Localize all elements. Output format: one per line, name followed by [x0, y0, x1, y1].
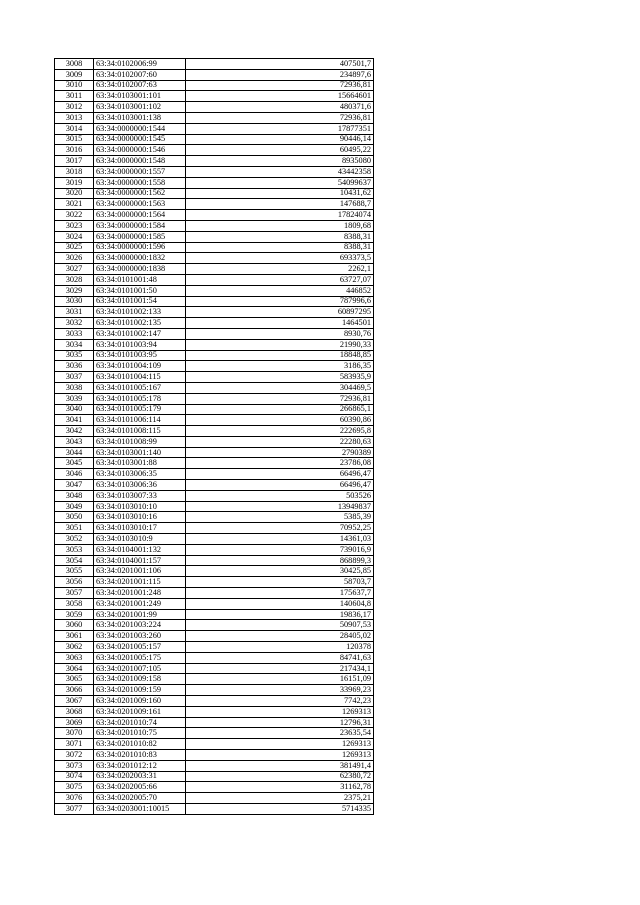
row-number-cell: 3027 [55, 264, 94, 275]
row-number-cell: 3056 [55, 577, 94, 588]
row-number-cell: 3008 [55, 59, 94, 70]
cadastral-number-cell: 63:34:0201012:12 [94, 760, 186, 771]
cadastral-number-cell: 63:34:0103001:101 [94, 91, 186, 102]
value-cell: 58703,7 [186, 577, 374, 588]
row-number-cell: 3029 [55, 285, 94, 296]
table-row [55, 426, 374, 437]
cadastral-number-cell: 63:34:0000000:1558 [94, 177, 186, 188]
cadastral-number-cell: 63:34:0000000:1838 [94, 264, 186, 275]
row-number-cell: 3060 [55, 620, 94, 631]
value-cell: 147688,7 [186, 199, 374, 210]
value-cell: 7742,23 [186, 696, 374, 707]
row-number-cell: 3059 [55, 609, 94, 620]
table-row [55, 728, 374, 739]
value-cell: 22280,63 [186, 436, 374, 447]
value-cell: 1269313 [186, 706, 374, 717]
row-number-cell: 3051 [55, 523, 94, 534]
cadastral-number-cell: 63:34:0000000:1563 [94, 199, 186, 210]
row-number-cell: 3053 [55, 544, 94, 555]
cadastral-number-cell: 63:34:0000000:1545 [94, 134, 186, 145]
value-cell: 381491,4 [186, 760, 374, 771]
cadastral-number-cell: 63:34:0000000:1832 [94, 253, 186, 264]
table-row [55, 415, 374, 426]
cadastral-number-cell: 63:34:0103010:17 [94, 523, 186, 534]
row-number-cell: 3011 [55, 91, 94, 102]
row-number-cell: 3076 [55, 793, 94, 804]
row-number-cell: 3065 [55, 674, 94, 685]
cadastral-number-cell: 63:34:0101004:109 [94, 361, 186, 372]
value-cell: 14361,03 [186, 534, 374, 545]
table-row [55, 307, 374, 318]
table-row [55, 339, 374, 350]
row-number-cell: 3039 [55, 393, 94, 404]
cadastral-number-cell: 63:34:0201003:260 [94, 631, 186, 642]
value-cell: 84741,63 [186, 652, 374, 663]
table-row [55, 145, 374, 156]
table-row [55, 253, 374, 264]
value-cell: 5385,39 [186, 512, 374, 523]
value-cell: 2375,21 [186, 793, 374, 804]
cadastral-number-cell: 63:34:0201010:74 [94, 717, 186, 728]
row-number-cell: 3040 [55, 404, 94, 415]
cadastral-number-cell: 63:34:0201003:224 [94, 620, 186, 631]
value-cell: 13949837 [186, 501, 374, 512]
table-row [55, 80, 374, 91]
value-cell: 21990,33 [186, 339, 374, 350]
row-number-cell: 3048 [55, 490, 94, 501]
table-row [55, 523, 374, 534]
row-number-cell: 3066 [55, 685, 94, 696]
row-number-cell: 3032 [55, 318, 94, 329]
row-number-cell: 3049 [55, 501, 94, 512]
cadastral-number-cell: 63:34:0000000:1564 [94, 210, 186, 221]
value-cell: 66496,47 [186, 480, 374, 491]
cadastral-number-cell: 63:34:0000000:1596 [94, 242, 186, 253]
value-cell: 140604,8 [186, 598, 374, 609]
value-cell: 12796,31 [186, 717, 374, 728]
table-row [55, 609, 374, 620]
row-number-cell: 3043 [55, 436, 94, 447]
cadastral-number-cell: 63:34:0201009:160 [94, 696, 186, 707]
table-row [55, 793, 374, 804]
value-cell: 175637,7 [186, 588, 374, 599]
cadastral-number-cell: 63:34:0103006:35 [94, 469, 186, 480]
row-number-cell: 3017 [55, 156, 94, 167]
table-row [55, 782, 374, 793]
value-cell: 1269313 [186, 739, 374, 750]
value-cell: 407501,7 [186, 59, 374, 70]
cadastral-number-cell: 63:34:0201010:75 [94, 728, 186, 739]
table-row [55, 231, 374, 242]
table-row [55, 555, 374, 566]
row-number-cell: 3026 [55, 253, 94, 264]
cadastral-number-cell: 63:34:0103001:138 [94, 112, 186, 123]
cadastral-number-cell: 63:34:0201001:249 [94, 598, 186, 609]
table-row [55, 534, 374, 545]
row-number-cell: 3020 [55, 188, 94, 199]
cadastral-number-cell: 63:34:0103001:88 [94, 458, 186, 469]
value-cell: 446852 [186, 285, 374, 296]
table-row [55, 760, 374, 771]
cadastral-number-cell: 63:34:0101001:50 [94, 285, 186, 296]
value-cell: 17824074 [186, 210, 374, 221]
table-row [55, 350, 374, 361]
row-number-cell: 3025 [55, 242, 94, 253]
row-number-cell: 3058 [55, 598, 94, 609]
row-number-cell: 3033 [55, 328, 94, 339]
value-cell: 18848,85 [186, 350, 374, 361]
data-table [54, 58, 374, 815]
table-row [55, 372, 374, 383]
row-number-cell: 3028 [55, 274, 94, 285]
value-cell: 72936,81 [186, 80, 374, 91]
row-number-cell: 3009 [55, 69, 94, 80]
value-cell: 16151,09 [186, 674, 374, 685]
value-cell: 31162,78 [186, 782, 374, 793]
row-number-cell: 3070 [55, 728, 94, 739]
row-number-cell: 3044 [55, 447, 94, 458]
value-cell: 60897295 [186, 307, 374, 318]
value-cell: 23635,54 [186, 728, 374, 739]
value-cell: 8388,31 [186, 242, 374, 253]
value-cell: 70952,25 [186, 523, 374, 534]
row-number-cell: 3061 [55, 631, 94, 642]
table-row [55, 382, 374, 393]
row-number-cell: 3067 [55, 696, 94, 707]
row-number-cell: 3054 [55, 555, 94, 566]
table-row [55, 177, 374, 188]
value-cell: 787996,6 [186, 296, 374, 307]
cadastral-number-cell: 63:34:0000000:1548 [94, 156, 186, 167]
table-row [55, 91, 374, 102]
cadastral-number-cell: 63:34:0201005:157 [94, 642, 186, 653]
value-cell: 72936,81 [186, 112, 374, 123]
cadastral-number-cell: 63:34:0201001:99 [94, 609, 186, 620]
table-body [55, 59, 374, 815]
table-row [55, 220, 374, 231]
cadastral-number-cell: 63:34:0000000:1584 [94, 220, 186, 231]
cadastral-number-cell: 63:34:0101001:48 [94, 274, 186, 285]
cadastral-number-cell: 63:34:0000000:1557 [94, 166, 186, 177]
row-number-cell: 3010 [55, 80, 94, 91]
row-number-cell: 3034 [55, 339, 94, 350]
table-row [55, 642, 374, 653]
table-row [55, 512, 374, 523]
row-number-cell: 3038 [55, 382, 94, 393]
table-row [55, 285, 374, 296]
value-cell: 8930,76 [186, 328, 374, 339]
cadastral-number-cell: 63:34:0203001:10015 [94, 803, 186, 814]
table-row [55, 631, 374, 642]
table-row [55, 490, 374, 501]
value-cell: 217434,1 [186, 663, 374, 674]
table-row [55, 739, 374, 750]
cadastral-number-cell: 63:34:0000000:1544 [94, 123, 186, 134]
cadastral-number-cell: 63:34:0101002:133 [94, 307, 186, 318]
cadastral-number-cell: 63:34:0101001:54 [94, 296, 186, 307]
row-number-cell: 3013 [55, 112, 94, 123]
table-row [55, 750, 374, 761]
row-number-cell: 3072 [55, 750, 94, 761]
value-cell: 10431,62 [186, 188, 374, 199]
row-number-cell: 3031 [55, 307, 94, 318]
value-cell: 28405,02 [186, 631, 374, 642]
cadastral-number-cell: 63:34:0102007:60 [94, 69, 186, 80]
cadastral-number-cell: 63:34:0103007:33 [94, 490, 186, 501]
row-number-cell: 3021 [55, 199, 94, 210]
table-row [55, 598, 374, 609]
table-row [55, 134, 374, 145]
table-row [55, 188, 374, 199]
row-number-cell: 3069 [55, 717, 94, 728]
table-row [55, 652, 374, 663]
table-row [55, 393, 374, 404]
value-cell: 72936,81 [186, 393, 374, 404]
cadastral-number-cell: 63:34:0102007:63 [94, 80, 186, 91]
cadastral-number-cell: 63:34:0000000:1562 [94, 188, 186, 199]
table-row [55, 123, 374, 134]
table-row [55, 566, 374, 577]
value-cell: 480371,6 [186, 102, 374, 113]
row-number-cell: 3075 [55, 782, 94, 793]
cadastral-number-cell: 63:34:0101004:115 [94, 372, 186, 383]
row-number-cell: 3073 [55, 760, 94, 771]
cadastral-number-cell: 63:34:0103010:16 [94, 512, 186, 523]
table-row [55, 577, 374, 588]
cadastral-number-cell: 63:34:0101005:178 [94, 393, 186, 404]
value-cell: 62380,72 [186, 771, 374, 782]
table-row [55, 318, 374, 329]
table-row [55, 447, 374, 458]
value-cell: 693373,5 [186, 253, 374, 264]
cadastral-number-cell: 63:34:0201010:83 [94, 750, 186, 761]
cadastral-number-cell: 63:34:0201009:161 [94, 706, 186, 717]
row-number-cell: 3045 [55, 458, 94, 469]
table-row [55, 696, 374, 707]
cadastral-number-cell: 63:34:0201007:105 [94, 663, 186, 674]
value-cell: 234897,6 [186, 69, 374, 80]
table-row [55, 458, 374, 469]
row-number-cell: 3050 [55, 512, 94, 523]
row-number-cell: 3035 [55, 350, 94, 361]
table-row [55, 588, 374, 599]
value-cell: 3186,35 [186, 361, 374, 372]
value-cell: 1269313 [186, 750, 374, 761]
row-number-cell: 3012 [55, 102, 94, 113]
value-cell: 30425,85 [186, 566, 374, 577]
value-cell: 8935080 [186, 156, 374, 167]
table-row [55, 544, 374, 555]
row-number-cell: 3015 [55, 134, 94, 145]
row-number-cell: 3016 [55, 145, 94, 156]
cadastral-number-cell: 63:34:0201005:175 [94, 652, 186, 663]
value-cell: 1809,68 [186, 220, 374, 231]
table-row [55, 210, 374, 221]
row-number-cell: 3041 [55, 415, 94, 426]
value-cell: 222695,8 [186, 426, 374, 437]
value-cell: 33969,23 [186, 685, 374, 696]
table-row [55, 663, 374, 674]
table-row [55, 361, 374, 372]
table-row [55, 717, 374, 728]
row-number-cell: 3057 [55, 588, 94, 599]
cadastral-number-cell: 63:34:0101003:95 [94, 350, 186, 361]
row-number-cell: 3052 [55, 534, 94, 545]
cadastral-number-cell: 63:34:0104001:132 [94, 544, 186, 555]
table-row [55, 501, 374, 512]
value-cell: 60495,22 [186, 145, 374, 156]
value-cell: 23786,08 [186, 458, 374, 469]
cadastral-number-cell: 63:34:0201001:106 [94, 566, 186, 577]
row-number-cell: 3074 [55, 771, 94, 782]
row-number-cell: 3018 [55, 166, 94, 177]
table-row [55, 803, 374, 814]
value-cell: 43442358 [186, 166, 374, 177]
cadastral-number-cell: 63:34:0101005:179 [94, 404, 186, 415]
cadastral-number-cell: 63:34:0000000:1585 [94, 231, 186, 242]
value-cell: 503526 [186, 490, 374, 501]
value-cell: 2262,1 [186, 264, 374, 275]
value-cell: 63727,07 [186, 274, 374, 285]
value-cell: 60390,86 [186, 415, 374, 426]
cadastral-number-cell: 63:34:0101008:99 [94, 436, 186, 447]
value-cell: 868899,3 [186, 555, 374, 566]
cadastral-number-cell: 63:34:0202003:31 [94, 771, 186, 782]
value-cell: 90446,14 [186, 134, 374, 145]
row-number-cell: 3068 [55, 706, 94, 717]
row-number-cell: 3014 [55, 123, 94, 134]
table-row [55, 685, 374, 696]
value-cell: 120378 [186, 642, 374, 653]
value-cell: 739016,9 [186, 544, 374, 555]
row-number-cell: 3077 [55, 803, 94, 814]
row-number-cell: 3023 [55, 220, 94, 231]
row-number-cell: 3037 [55, 372, 94, 383]
row-number-cell: 3024 [55, 231, 94, 242]
cadastral-number-cell: 63:34:0000000:1546 [94, 145, 186, 156]
table-row [55, 469, 374, 480]
table-row [55, 436, 374, 447]
table-row [55, 166, 374, 177]
value-cell: 15664601 [186, 91, 374, 102]
cadastral-number-cell: 63:34:0101002:135 [94, 318, 186, 329]
cadastral-number-cell: 63:34:0103010:9 [94, 534, 186, 545]
table-row [55, 199, 374, 210]
cadastral-number-cell: 63:34:0101003:94 [94, 339, 186, 350]
cadastral-number-cell: 63:34:0201001:248 [94, 588, 186, 599]
row-number-cell: 3042 [55, 426, 94, 437]
value-cell: 50907,53 [186, 620, 374, 631]
value-cell: 2790389 [186, 447, 374, 458]
cadastral-number-cell: 63:34:0101005:167 [94, 382, 186, 393]
cadastral-number-cell: 63:34:0104001:157 [94, 555, 186, 566]
cadastral-number-cell: 63:34:0103001:140 [94, 447, 186, 458]
cadastral-number-cell: 63:34:0201009:158 [94, 674, 186, 685]
row-number-cell: 3047 [55, 480, 94, 491]
cadastral-number-cell: 63:34:0201010:82 [94, 739, 186, 750]
cadastral-number-cell: 63:34:0101008:115 [94, 426, 186, 437]
table-row [55, 674, 374, 685]
table-row [55, 69, 374, 80]
value-cell: 304469,5 [186, 382, 374, 393]
value-cell: 54099637 [186, 177, 374, 188]
row-number-cell: 3064 [55, 663, 94, 674]
table-row [55, 264, 374, 275]
row-number-cell: 3055 [55, 566, 94, 577]
cadastral-number-cell: 63:34:0201009:159 [94, 685, 186, 696]
cadastral-number-cell: 63:34:0103006:36 [94, 480, 186, 491]
value-cell: 66496,47 [186, 469, 374, 480]
row-number-cell: 3030 [55, 296, 94, 307]
table-row [55, 771, 374, 782]
cadastral-number-cell: 63:34:0101002:147 [94, 328, 186, 339]
value-cell: 17877351 [186, 123, 374, 134]
value-cell: 19836,17 [186, 609, 374, 620]
table-row [55, 242, 374, 253]
row-number-cell: 3036 [55, 361, 94, 372]
cadastral-number-cell: 63:34:0202005:70 [94, 793, 186, 804]
table-row [55, 156, 374, 167]
table-row [55, 480, 374, 491]
table-row [55, 706, 374, 717]
table-row [55, 296, 374, 307]
table-row [55, 112, 374, 123]
value-cell: 5714335 [186, 803, 374, 814]
value-cell: 266865,1 [186, 404, 374, 415]
row-number-cell: 3022 [55, 210, 94, 221]
value-cell: 583935,9 [186, 372, 374, 383]
row-number-cell: 3046 [55, 469, 94, 480]
table-row [55, 102, 374, 113]
cadastral-number-cell: 63:34:0202005:66 [94, 782, 186, 793]
cadastral-number-cell: 63:34:0103001:102 [94, 102, 186, 113]
value-cell: 1464501 [186, 318, 374, 329]
table-row [55, 404, 374, 415]
table-row [55, 328, 374, 339]
table-row [55, 274, 374, 285]
row-number-cell: 3071 [55, 739, 94, 750]
cadastral-number-cell: 63:34:0201001:115 [94, 577, 186, 588]
row-number-cell: 3062 [55, 642, 94, 653]
row-number-cell: 3019 [55, 177, 94, 188]
table-row [55, 620, 374, 631]
value-cell: 8388,31 [186, 231, 374, 242]
table-row [55, 59, 374, 70]
cadastral-number-cell: 63:34:0102006:99 [94, 59, 186, 70]
cadastral-number-cell: 63:34:0101006:114 [94, 415, 186, 426]
row-number-cell: 3063 [55, 652, 94, 663]
cadastral-number-cell: 63:34:0103010:10 [94, 501, 186, 512]
